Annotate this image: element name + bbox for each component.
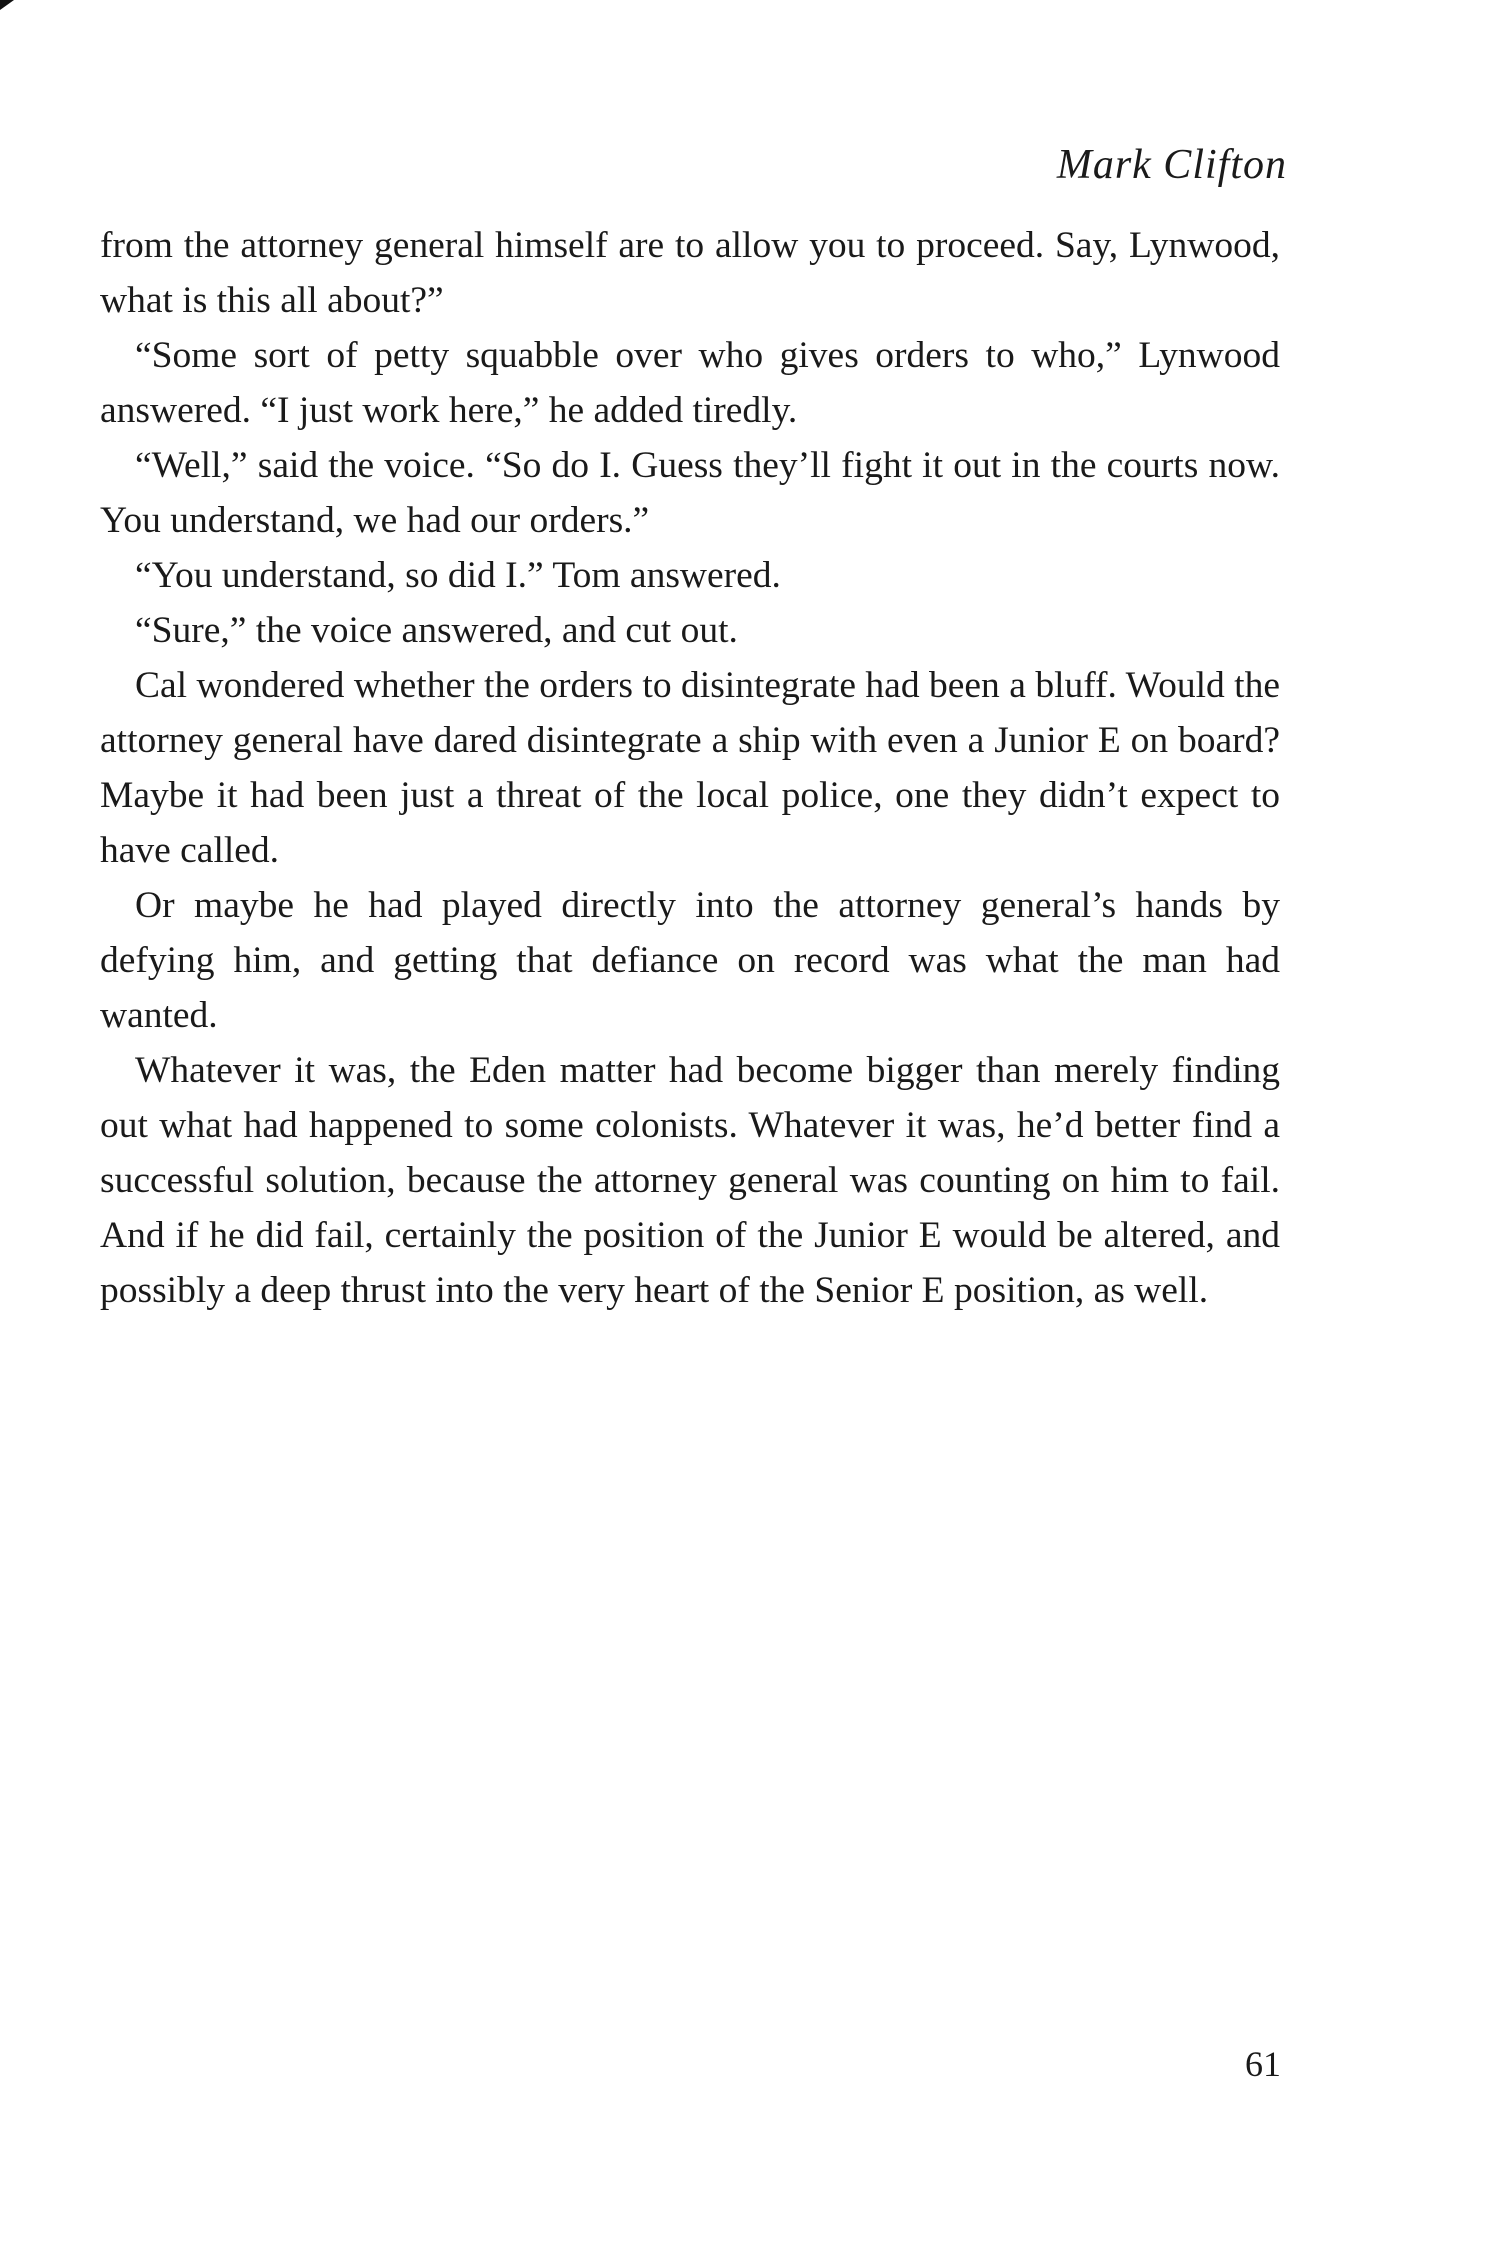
paragraph: “Sure,” the voice answered, and cut out. xyxy=(135,610,738,651)
paragraph: “Well,” said the voice. “So do I. Guess they’ll fight it out in the courts now. You understand, we had our orders.” xyxy=(100,445,1280,541)
paragraph: “Some sort of petty squabble over who gives orders to who,” Lynwood answered. “I just work here,” he added tiredly. xyxy=(100,335,1280,431)
paragraph: Or maybe he had played directly into the attorney general’s hands by defying him, and getting that defiance on record was what the man had wanted. xyxy=(100,885,1280,1036)
scan-corner-mark xyxy=(0,0,14,10)
paragraph: Cal wondered whether the orders to disintegrate had been a bluff. Would the attorney general have dared disintegrate a ship with even a Junior E on board? Maybe it had been just a threat of the local police, one they didn’t expect to have called. xyxy=(100,665,1280,871)
paragraph: Whatever it was, the Eden matter had become bigger than merely finding out what had happened to some colonists. Whatever it was, he’d better find a successful solution, because the attorney general was counting on him to fail. And if he did fail, certainly the position of the Junior E would be altered, and possibly a deep thrust into the very heart of the Senior E position, as well. xyxy=(100,1050,1280,1311)
paragraph: “You understand, so did I.” Tom answered. xyxy=(135,555,781,596)
paragraph: from the attorney general himself are to allow you to proceed. Say, Lynwood, what is this all about?” xyxy=(100,225,1280,321)
page-number: 61 xyxy=(1245,2044,1281,2084)
running-head-author: Mark Clifton xyxy=(1056,142,1287,188)
body-text xyxy=(100,218,1280,1318)
